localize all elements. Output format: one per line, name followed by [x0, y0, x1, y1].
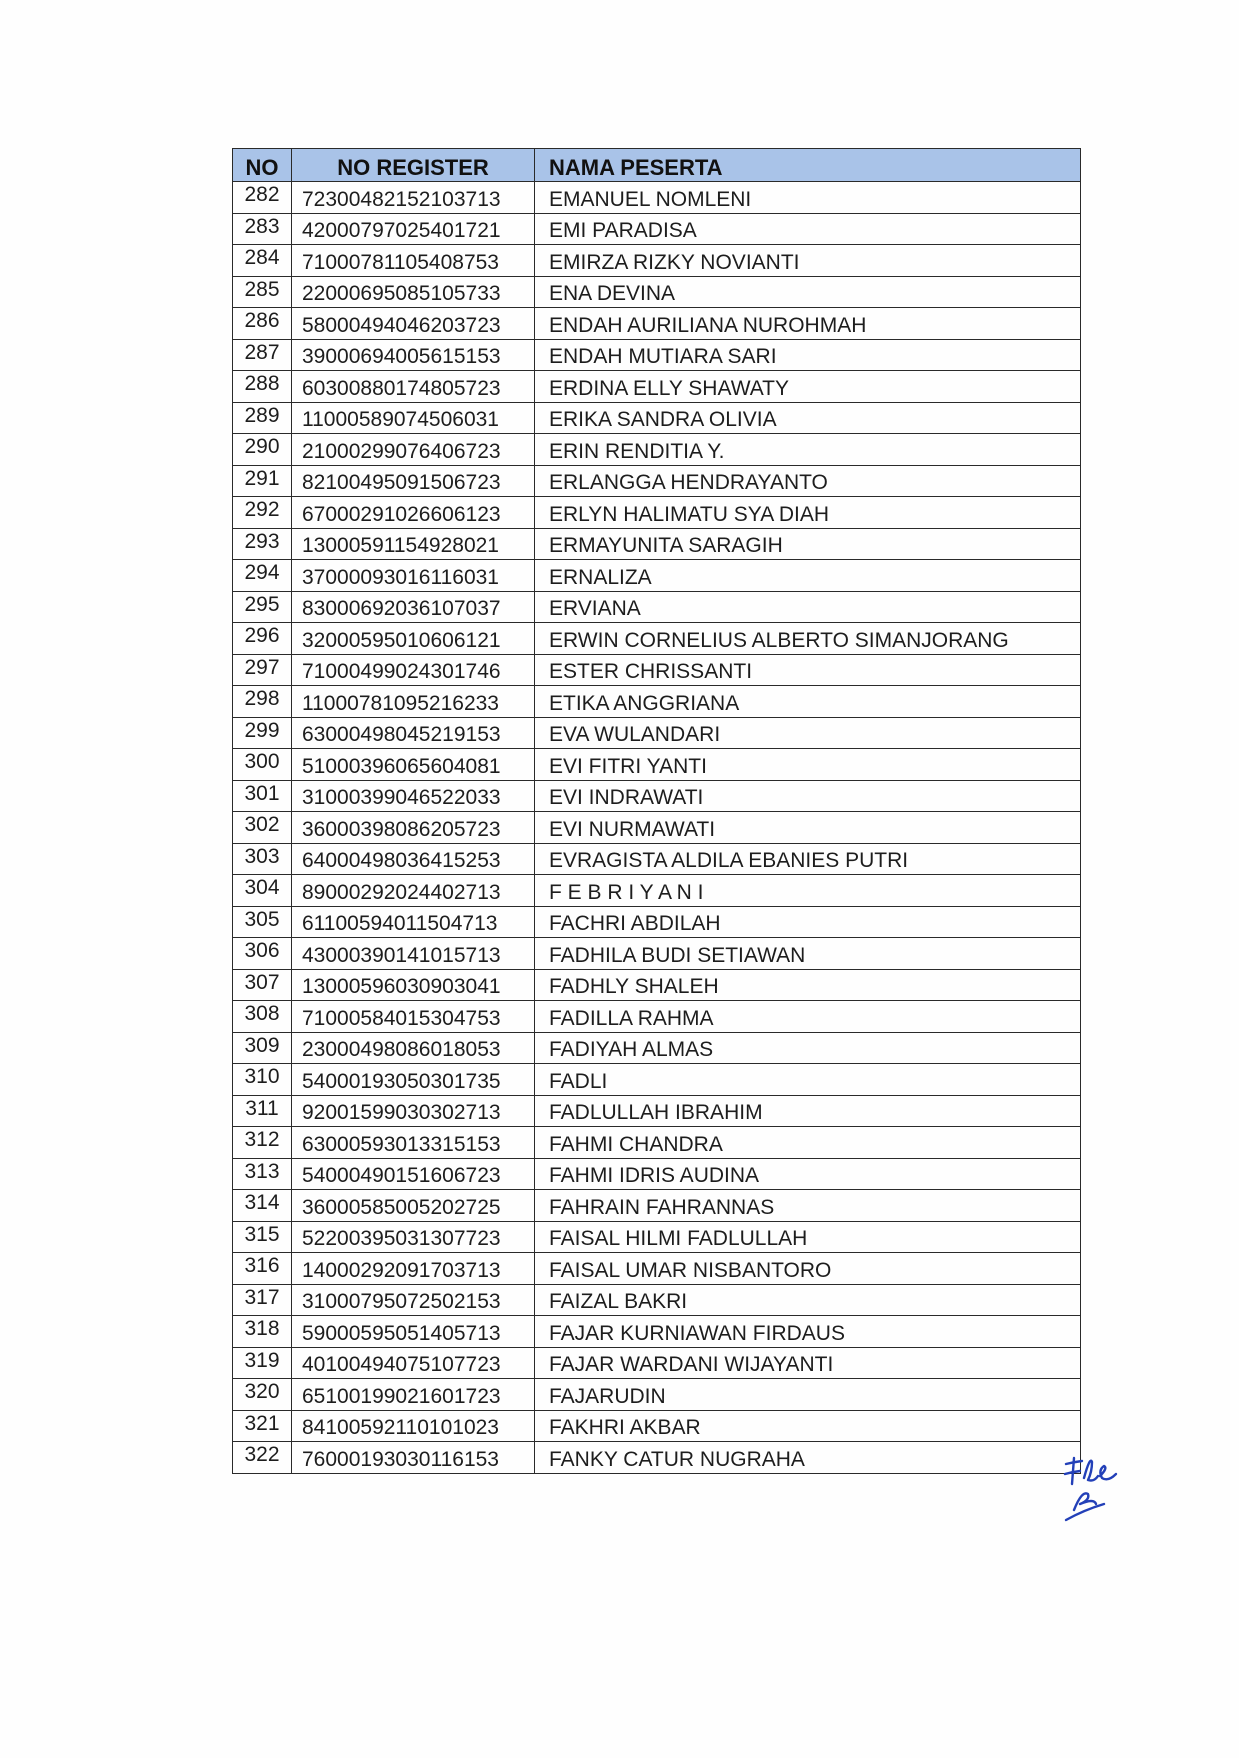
- participant-name: FANKY CATUR NUGRAHA: [535, 1442, 1081, 1474]
- register-number: 21000299076406723: [292, 434, 535, 466]
- register-number: 72300482152103713: [292, 182, 535, 214]
- participant-name: FAISAL UMAR NISBANTORO: [535, 1253, 1081, 1285]
- row-number: 310: [233, 1064, 292, 1096]
- row-number: 303: [233, 843, 292, 875]
- participant-name: EMIRZA RIZKY NOVIANTI: [535, 245, 1081, 277]
- row-number: 297: [233, 654, 292, 686]
- participant-name: EMANUEL NOMLENI: [535, 182, 1081, 214]
- participant-name: EVI INDRAWATI: [535, 780, 1081, 812]
- handwritten-initials: [1060, 1448, 1130, 1528]
- register-number: 71000781105408753: [292, 245, 535, 277]
- table-row: [233, 654, 1081, 686]
- row-number: 311: [233, 1095, 292, 1127]
- table-row: [233, 1253, 1081, 1285]
- row-number: 298: [233, 686, 292, 718]
- participant-name: FADLI: [535, 1064, 1081, 1096]
- register-number: 42000797025401721: [292, 213, 535, 245]
- row-number: 314: [233, 1190, 292, 1222]
- participant-name: FADLULLAH IBRAHIM: [535, 1095, 1081, 1127]
- participant-name: ERIKA SANDRA OLIVIA: [535, 402, 1081, 434]
- table-row: [233, 1316, 1081, 1348]
- participant-name: FAHMI CHANDRA: [535, 1127, 1081, 1159]
- table-row: [233, 182, 1081, 214]
- register-number: 63000498045219153: [292, 717, 535, 749]
- table-row: [233, 591, 1081, 623]
- column-header-register: NO REGISTER: [292, 149, 535, 182]
- register-number: 13000591154928021: [292, 528, 535, 560]
- table-row: [233, 1190, 1081, 1222]
- table-row: [233, 497, 1081, 529]
- row-number: 292: [233, 497, 292, 529]
- row-number: 317: [233, 1284, 292, 1316]
- participant-name: FAJAR KURNIAWAN FIRDAUS: [535, 1316, 1081, 1348]
- participant-name: EVA WULANDARI: [535, 717, 1081, 749]
- table-row: [233, 1221, 1081, 1253]
- participant-name: EVI FITRI YANTI: [535, 749, 1081, 781]
- register-number: 64000498036415253: [292, 843, 535, 875]
- participant-name: ERWIN CORNELIUS ALBERTO SIMANJORANG: [535, 623, 1081, 655]
- row-number: 305: [233, 906, 292, 938]
- participant-name: FAKHRI AKBAR: [535, 1410, 1081, 1442]
- table-row: [233, 339, 1081, 371]
- row-number: 291: [233, 465, 292, 497]
- table-row: [233, 371, 1081, 403]
- row-number: 300: [233, 749, 292, 781]
- participant-name: ENDAH AURILIANA NUROHMAH: [535, 308, 1081, 340]
- participant-name: EVRAGISTA ALDILA EBANIES PUTRI: [535, 843, 1081, 875]
- table-row: [233, 1127, 1081, 1159]
- row-number: 287: [233, 339, 292, 371]
- participant-name: FAISAL HILMI FADLULLAH: [535, 1221, 1081, 1253]
- table-header-row: [233, 149, 1081, 182]
- table-row: [233, 1442, 1081, 1474]
- table-body: [233, 182, 1081, 1474]
- row-number: 319: [233, 1347, 292, 1379]
- row-number: 306: [233, 938, 292, 970]
- register-number: 13000596030903041: [292, 969, 535, 1001]
- participant-name: ERIN RENDITIA Y.: [535, 434, 1081, 466]
- participant-name: FAJAR WARDANI WIJAYANTI: [535, 1347, 1081, 1379]
- register-number: 36000585005202725: [292, 1190, 535, 1222]
- participant-name: ERVIANA: [535, 591, 1081, 623]
- table-row: [233, 843, 1081, 875]
- table-row: [233, 938, 1081, 970]
- row-number: 283: [233, 213, 292, 245]
- register-number: 23000498086018053: [292, 1032, 535, 1064]
- participant-name: FAHMI IDRIS AUDINA: [535, 1158, 1081, 1190]
- table-row: [233, 245, 1081, 277]
- table-row: [233, 1158, 1081, 1190]
- participant-name: FADHILA BUDI SETIAWAN: [535, 938, 1081, 970]
- row-number: 315: [233, 1221, 292, 1253]
- row-number: 282: [233, 182, 292, 214]
- table-row: [233, 1347, 1081, 1379]
- register-number: 40100494075107723: [292, 1347, 535, 1379]
- participant-name: FADIYAH ALMAS: [535, 1032, 1081, 1064]
- register-number: 92001599030302713: [292, 1095, 535, 1127]
- table-row: [233, 1001, 1081, 1033]
- table-row: [233, 749, 1081, 781]
- register-number: 76000193030116153: [292, 1442, 535, 1474]
- table-row: [233, 434, 1081, 466]
- row-number: 294: [233, 560, 292, 592]
- register-number: 22000695085105733: [292, 276, 535, 308]
- row-number: 321: [233, 1410, 292, 1442]
- column-header-no: NO: [233, 149, 292, 182]
- register-number: 71000584015304753: [292, 1001, 535, 1033]
- register-number: 71000499024301746: [292, 654, 535, 686]
- register-number: 83000692036107037: [292, 591, 535, 623]
- register-number: 82100495091506723: [292, 465, 535, 497]
- table-row: [233, 686, 1081, 718]
- table-row: [233, 1032, 1081, 1064]
- table-row: [233, 780, 1081, 812]
- participant-table: [232, 148, 1081, 1474]
- table-row: [233, 875, 1081, 907]
- participant-name: F E B R I Y A N I: [535, 875, 1081, 907]
- register-number: 63000593013315153: [292, 1127, 535, 1159]
- row-number: 286: [233, 308, 292, 340]
- table-row: [233, 308, 1081, 340]
- participant-name: ETIKA ANGGRIANA: [535, 686, 1081, 718]
- table-row: [233, 465, 1081, 497]
- table-row: [233, 623, 1081, 655]
- register-number: 65100199021601723: [292, 1379, 535, 1411]
- table-row: [233, 1379, 1081, 1411]
- row-number: 284: [233, 245, 292, 277]
- participant-name: FAJARUDIN: [535, 1379, 1081, 1411]
- table-row: [233, 276, 1081, 308]
- participant-name: FAIZAL BAKRI: [535, 1284, 1081, 1316]
- row-number: 316: [233, 1253, 292, 1285]
- register-number: 84100592110101023: [292, 1410, 535, 1442]
- register-number: 14000292091703713: [292, 1253, 535, 1285]
- table-row: [233, 528, 1081, 560]
- table-row: [233, 213, 1081, 245]
- participant-name: ENA DEVINA: [535, 276, 1081, 308]
- register-number: 43000390141015713: [292, 938, 535, 970]
- table-row: [233, 717, 1081, 749]
- participant-name: FACHRI ABDILAH: [535, 906, 1081, 938]
- register-number: 54000490151606723: [292, 1158, 535, 1190]
- table-row: [233, 1064, 1081, 1096]
- register-number: 54000193050301735: [292, 1064, 535, 1096]
- row-number: 290: [233, 434, 292, 466]
- row-number: 296: [233, 623, 292, 655]
- row-number: 320: [233, 1379, 292, 1411]
- row-number: 309: [233, 1032, 292, 1064]
- register-number: 36000398086205723: [292, 812, 535, 844]
- row-number: 301: [233, 780, 292, 812]
- table-row: [233, 402, 1081, 434]
- column-header-name: NAMA PESERTA: [535, 149, 1081, 182]
- register-number: 67000291026606123: [292, 497, 535, 529]
- row-number: 299: [233, 717, 292, 749]
- table-row: [233, 812, 1081, 844]
- participant-name: ERNALIZA: [535, 560, 1081, 592]
- register-number: 51000396065604081: [292, 749, 535, 781]
- table-row: [233, 560, 1081, 592]
- register-number: 60300880174805723: [292, 371, 535, 403]
- row-number: 313: [233, 1158, 292, 1190]
- table-row: [233, 1095, 1081, 1127]
- row-number: 318: [233, 1316, 292, 1348]
- row-number: 293: [233, 528, 292, 560]
- register-number: 39000694005615153: [292, 339, 535, 371]
- register-number: 59000595051405713: [292, 1316, 535, 1348]
- register-number: 89000292024402713: [292, 875, 535, 907]
- participant-name: ESTER CHRISSANTI: [535, 654, 1081, 686]
- register-number: 11000781095216233: [292, 686, 535, 718]
- participant-name: FAHRAIN FAHRANNAS: [535, 1190, 1081, 1222]
- table-row: [233, 906, 1081, 938]
- row-number: 304: [233, 875, 292, 907]
- participant-name: ERLYN HALIMATU SYA DIAH: [535, 497, 1081, 529]
- participant-name: ERDINA ELLY SHAWATY: [535, 371, 1081, 403]
- participant-name: EVI NURMAWATI: [535, 812, 1081, 844]
- participant-name: ENDAH MUTIARA SARI: [535, 339, 1081, 371]
- row-number: 307: [233, 969, 292, 1001]
- participant-name: FADILLA RAHMA: [535, 1001, 1081, 1033]
- participant-name: EMI PARADISA: [535, 213, 1081, 245]
- table-row: [233, 1284, 1081, 1316]
- table-row: [233, 969, 1081, 1001]
- register-number: 52200395031307723: [292, 1221, 535, 1253]
- row-number: 285: [233, 276, 292, 308]
- participant-name: ERLANGGA HENDRAYANTO: [535, 465, 1081, 497]
- participant-name: FADHLY SHALEH: [535, 969, 1081, 1001]
- register-number: 61100594011504713: [292, 906, 535, 938]
- register-number: 32000595010606121: [292, 623, 535, 655]
- register-number: 37000093016116031: [292, 560, 535, 592]
- register-number: 31000399046522033: [292, 780, 535, 812]
- row-number: 295: [233, 591, 292, 623]
- participant-name: ERMAYUNITA SARAGIH: [535, 528, 1081, 560]
- register-number: 31000795072502153: [292, 1284, 535, 1316]
- row-number: 312: [233, 1127, 292, 1159]
- row-number: 322: [233, 1442, 292, 1474]
- register-number: 11000589074506031: [292, 402, 535, 434]
- row-number: 308: [233, 1001, 292, 1033]
- register-number: 58000494046203723: [292, 308, 535, 340]
- row-number: 289: [233, 402, 292, 434]
- table-row: [233, 1410, 1081, 1442]
- row-number: 288: [233, 371, 292, 403]
- row-number: 302: [233, 812, 292, 844]
